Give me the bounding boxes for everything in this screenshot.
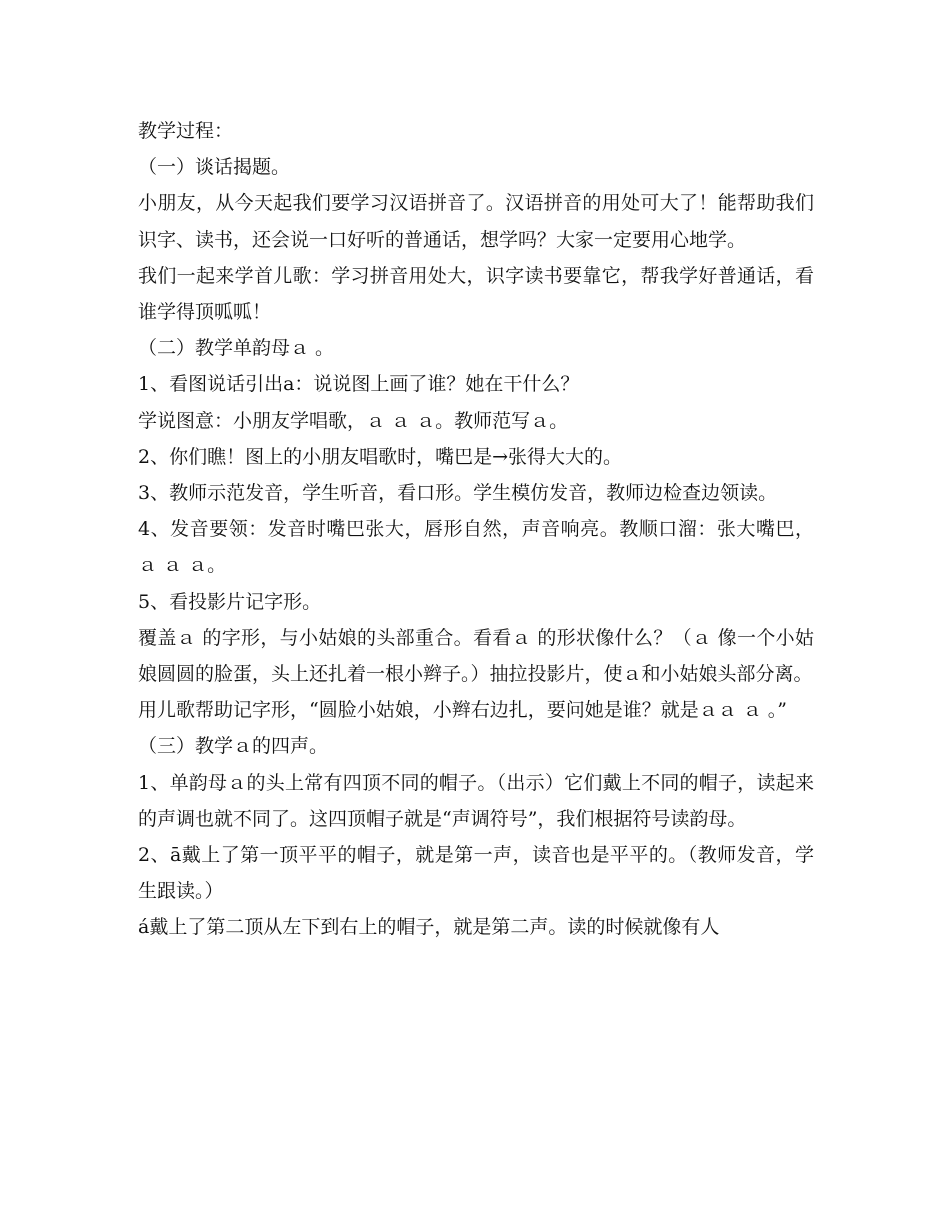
paragraph-step-5: 5、看投影片记字形。 (138, 590, 322, 613)
section-heading-process: 教学过程： (138, 120, 234, 142)
paragraph-shape-rhyme: 用儿歌帮助记字形，“圆脸小姑娘，小辫右边扎，要问她是谁？就是ａａ ａ 。” (138, 699, 788, 722)
paragraph-step-4: 4、发音要领：发音时嘴巴张大，唇形自然，声音响亮。教顺口溜：张大嘴巴，ａ ａ ａ。 (138, 518, 814, 577)
paragraph-picture-meaning: 学说图意：小朋友学唱歌，ａ ａ ａ。教师范写ａ。 (138, 409, 569, 432)
paragraph-nursery-rhyme: 我们一起来学首儿歌：学习拼音用处大，识字读书要靠它，帮我学好普通话，看谁学得顶呱呱！ (138, 264, 814, 324)
paragraph-step-1: 1、看图说话引出a：说说图上画了谁？她在干什么？ (138, 373, 580, 396)
document-body (138, 113, 814, 946)
paragraph-first-tone: 2、ā戴上了第一顶平平的帽子，就是第一声，读音也是平平的。（教师发音，学生跟读。） (138, 844, 814, 903)
section-heading-four-tones: （三）教学ａ的四声。 (138, 735, 329, 758)
section-heading-vowel-a: （二）教学单韵母ａ 。 (138, 337, 335, 360)
paragraph-step-2: 2、你们瞧！图上的小朋友唱歌时，嘴巴是→张得大大的。 (138, 445, 623, 468)
section-heading-intro: （一）谈话揭题。 (138, 156, 291, 179)
paragraph-tone-hats: 1、单韵母ａ的头上常有四顶不同的帽子。（出示）它们戴上不同的帽子，读起来的声调也就不同了。这四顶帽子就是“声调符号”，我们根据符号读韵母。 (138, 771, 814, 830)
paragraph-projector: 覆盖ａ 的字形，与小姑娘的头部重合。看看ａ 的形状像什么？（ａ 像一个小姑娘圆圆的脸蛋，头上还扎着一根小辫子。）抽拉投影片，使ａ和小姑娘头部分离。 (138, 626, 814, 686)
paragraph-second-tone: á戴上了第二顶从左下到右上的帽子，就是第二声。读的时候就像有人 (138, 916, 720, 939)
paragraph-intro-pinyin: 小朋友，从今天起我们要学习汉语拼音了。汉语拼音的用处可大了！能帮助我们识字、读书，还会说一口好听的普通话，想学吗？大家一定要用心地学。 (138, 192, 814, 251)
paragraph-step-3: 3、教师示范发音，学生听音，看口形。学生模仿发音，教师边检查边领读。 (138, 482, 778, 505)
